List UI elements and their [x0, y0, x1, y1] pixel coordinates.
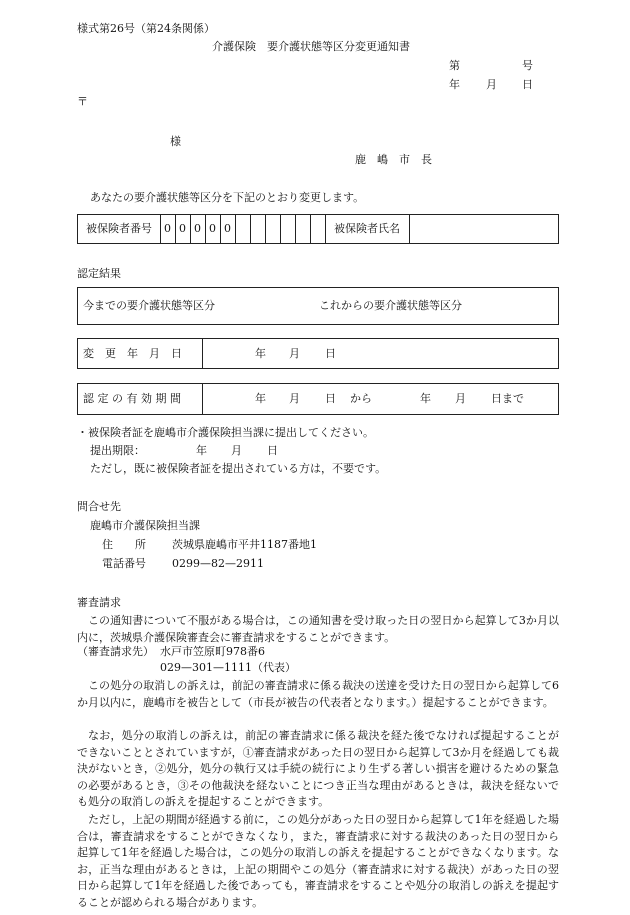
- validity-period-box: [77, 383, 559, 415]
- appeal-text-3: なお，処分の取消しの訴えは，前記の審査請求に係る裁決を経た後でなければ提起することができないこととされていますが，①審査請求があった日の翌日から起算して3か月を経過しても裁決がないとき，②処分，処分の執行又は手続の続行により生ずる著しい損害を避けるための緊急の必要があるとき，③その他裁決を経ないことにつき正当な理由があるときは，裁決を経ないでも処分の取消しの訴えを提起することができます。: [77, 729, 559, 808]
- document-title: 介護保険 要介護状態等区分変更通知書: [212, 40, 410, 53]
- postal-mark: 〒: [77, 95, 88, 108]
- doc-number-suffix: 号: [522, 59, 533, 72]
- result-heading: 認定結果: [77, 267, 121, 280]
- appeal-destination-address: 水戸市笠原町978番6: [160, 645, 265, 658]
- new-care-level-label: これからの要介護状態等区分: [319, 299, 462, 312]
- validity-until: 日まで: [491, 392, 524, 405]
- digit-4: 0: [209, 221, 216, 235]
- validity-label: 認 定 の 有 効 期 間: [83, 392, 181, 405]
- appeal-paragraph-4: [77, 812, 559, 911]
- contact-heading: 問合せ先: [77, 500, 121, 513]
- contact-phone-label: 電話番号: [102, 557, 146, 570]
- doc-number-prefix: 第: [449, 59, 460, 72]
- validity-from: から: [350, 392, 372, 405]
- change-date-box: [77, 338, 559, 369]
- change-date-label: 変 更 年 月 日: [83, 347, 182, 360]
- deadline-year: 年: [196, 444, 207, 457]
- appeal-text-4: ただし，上記の期間が経過する前に，この処分があった日の翌日から起算して1年を経過した場合は，審査請求をすることができなくなり，また，審査請求に対する裁決のあった日の翌日から起算して1年を経過した場合は，この処分の取消しの訴えを提起することができなくなります。なお，正当な理由があるときは，上記の期間やこの処分（審査請求に対する裁決）があった日の翌日から起算して1年を経過した後であっても，審査請求をすることや処分の取消しの訴えを提起することが認められる場合があります。: [77, 813, 559, 909]
- date-day: 日: [522, 78, 533, 91]
- change-date-year: 年: [255, 347, 266, 360]
- digit-3: 0: [194, 221, 201, 235]
- insured-info-box: [77, 214, 559, 244]
- appeal-text-1: この通知書について不服がある場合は，この通知書を受け取った日の翌日から起算して3か月以内に，茨城県介護保険審査会に審査請求をすることができます。: [77, 614, 559, 644]
- form-number: 様式第26号（第24条関係）: [77, 22, 215, 35]
- appeal-heading: 審査請求: [77, 596, 121, 609]
- appeal-destination-label: （審査請求先）: [77, 645, 154, 658]
- submit-notice: ・被保険者証を鹿嶋市介護保険担当課に提出してください。: [77, 426, 374, 439]
- insured-name-label: 被保険者氏名: [334, 221, 400, 235]
- deadline-month: 月: [231, 444, 242, 457]
- validity-end-month: 月: [455, 392, 466, 405]
- digit-5: 0: [224, 221, 231, 235]
- contact-phone: 0299—82—2911: [172, 557, 264, 570]
- care-level-box: [77, 287, 559, 325]
- date-year: 年: [449, 78, 460, 91]
- appeal-paragraph-2: [77, 678, 559, 711]
- deadline-day: 日: [267, 444, 278, 457]
- appeal-paragraph-1: [77, 613, 559, 646]
- addressee-suffix: 様: [170, 135, 181, 148]
- appeal-text-2: この処分の取消しの訴えは，前記の審査請求に係る裁決の送達を受けた日の翌日から起算して6か月以内に，鹿嶋市を被告として（市長が被告の代表者となります。）提起することができます。: [77, 679, 559, 709]
- appeal-destination-phone: 029—301—1111（代表）: [160, 661, 296, 674]
- digit-7: [250, 215, 265, 243]
- issuer: 鹿 嶋 市 長: [355, 153, 432, 166]
- change-date-month: 月: [289, 347, 300, 360]
- appeal-paragraph-3: [77, 728, 559, 811]
- exemption-note: ただし，既に被保険者証を提出されている方は，不要です。: [90, 462, 387, 475]
- contact-address-label: 住 所: [102, 538, 146, 551]
- digit-9: [280, 215, 295, 243]
- insured-number-label: 被保険者番号: [86, 221, 152, 235]
- validity-start-year: 年: [255, 392, 266, 405]
- contact-address: 茨城県鹿嶋市平井1187番地1: [172, 538, 317, 551]
- previous-care-level-label: 今までの要介護状態等区分: [83, 299, 215, 312]
- deadline-label: 提出期限：: [90, 444, 145, 457]
- validity-start-month: 月: [289, 392, 300, 405]
- digit-6: [235, 215, 250, 243]
- validity-start-day: 日: [325, 392, 336, 405]
- digit-10: [295, 215, 310, 243]
- validity-end-year: 年: [420, 392, 431, 405]
- change-date-day: 日: [325, 347, 336, 360]
- date-month: 月: [486, 78, 497, 91]
- digit-8: [265, 215, 280, 243]
- digit-1: 0: [164, 221, 171, 235]
- intro-text: あなたの要介護状態等区分を下記のとおり変更します。: [90, 191, 365, 204]
- digit-2: 0: [179, 221, 186, 235]
- contact-department: 鹿嶋市介護保険担当課: [90, 519, 200, 532]
